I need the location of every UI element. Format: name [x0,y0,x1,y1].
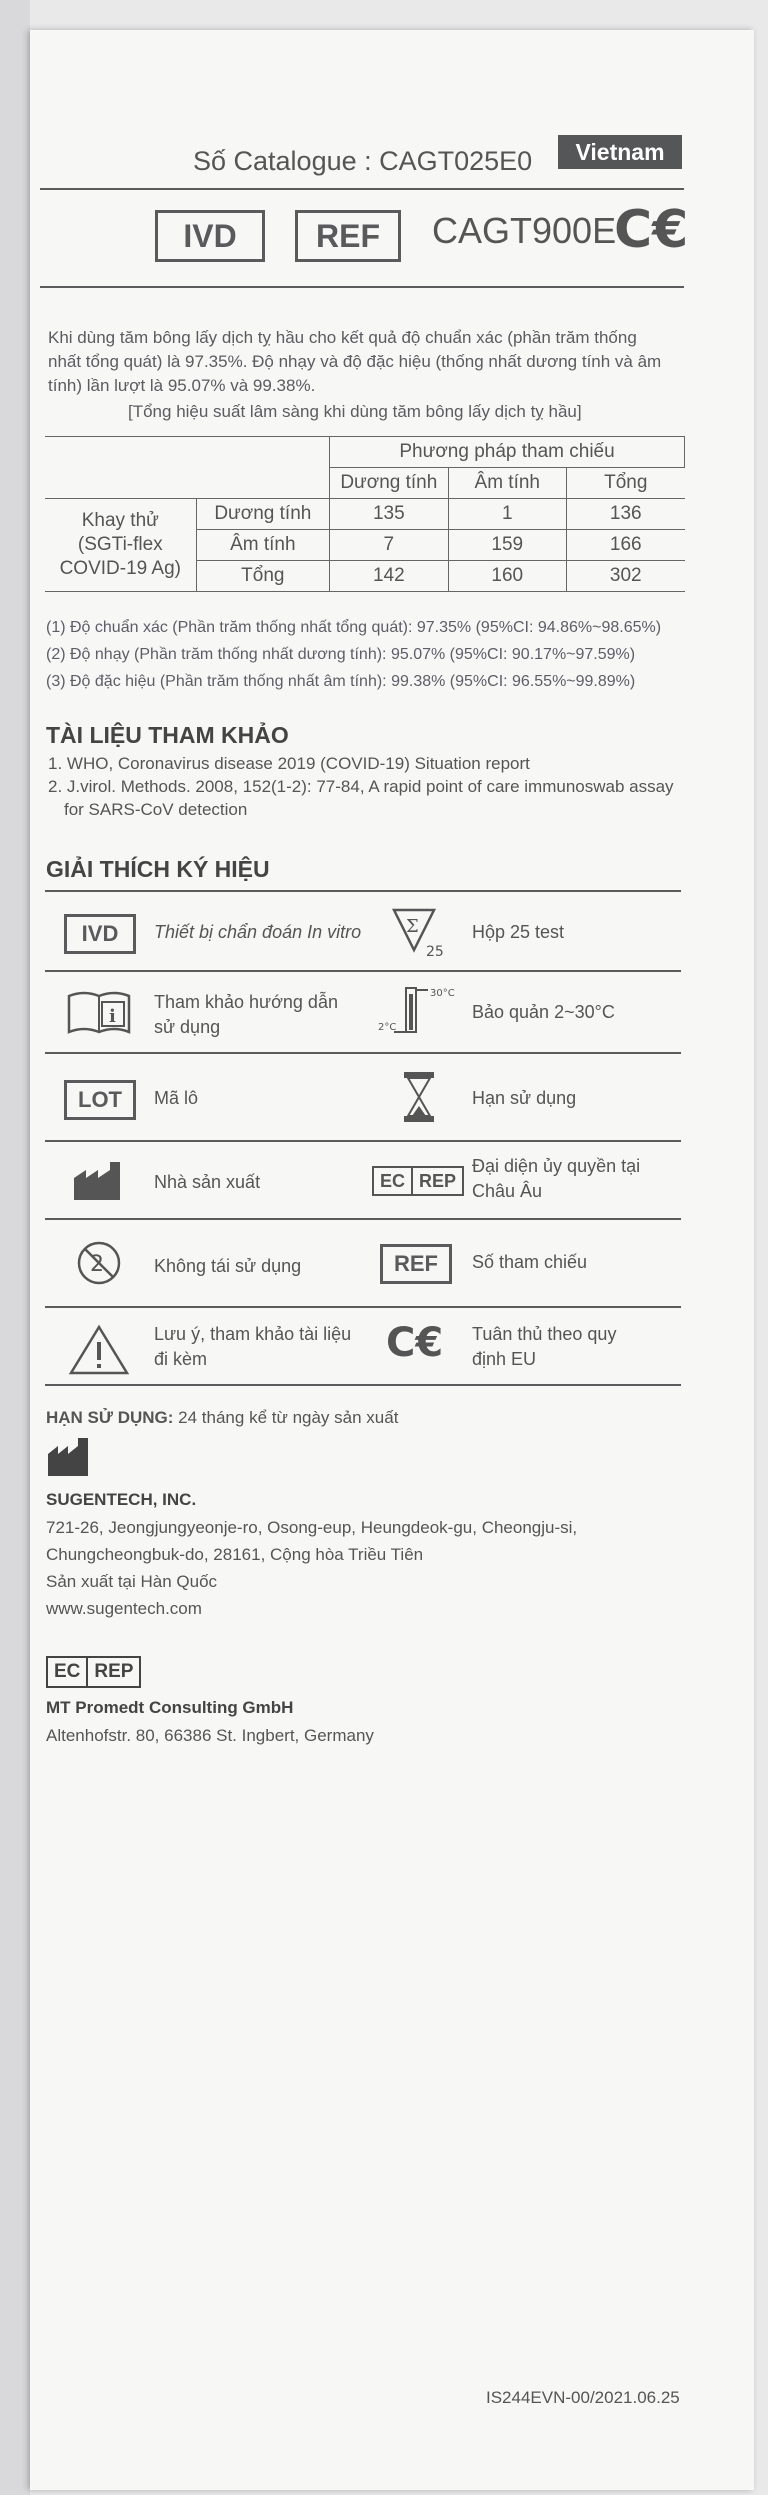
shelf-life-value: 24 tháng kể từ ngày sản xuất [178,1408,399,1427]
statistics-notes [46,614,696,695]
scanner-edge [0,0,30,2495]
table-corner [45,437,330,499]
ref-symbol-legend: REF [380,1244,452,1284]
row-group-line: Khay thử [81,510,159,531]
hourglass-expiry-icon [402,1070,436,1124]
references-heading: TÀI LIỆU THAM KHẢO [46,722,289,748]
ivd-symbol: IVD [155,210,265,262]
manufacturer-factory-icon [72,1160,128,1202]
address-line: Chungcheongbuk-do, 28161, Cộng hòa Triều Tiên [46,1545,424,1564]
box25-description: Hộp 25 test [472,922,565,942]
manufacturer-description: Nhà sản xuất [154,1172,261,1192]
note-line: (1) Độ chuẩn xác (Phần trăm thống nhất tổng quát): 97.35% (95%CI: 94.86%~98.65%) [46,619,662,636]
header-divider [40,188,684,190]
table-cell: 166 [567,530,685,561]
ifu-line: Tham khảo hướng dẫn [154,992,338,1012]
tests-count-label: 25 [426,944,444,958]
manufacturer-name: SUGENTECH, INC. [46,1490,197,1509]
col-header: Dương tính [330,468,448,499]
reference-item: 2. J.virol. Methods. 2008, 152(1-2): 77-84, A rapid point of care immunoswab assay [48,777,674,796]
tests-count-icon [390,906,446,958]
ce-line: định EU [472,1349,537,1369]
ref-description: Số tham chiếu [472,1252,588,1272]
caution-warning-icon [68,1324,130,1376]
intro-line: Khi dùng tăm bông lấy dịch tỵ hầu cho kết quả độ chuẩn xác (phần trăm thống [48,328,637,347]
table-cell: 159 [448,530,566,561]
ec-rep-symbol [46,1656,141,1688]
ce-mark-icon: C€ [614,200,689,260]
row-label: Âm tính [196,530,330,561]
row-group-label [45,499,196,592]
intro-line: nhất tổng quát) là 97.35%. Độ nhạy và độ đặc hiệu (thống nhất dương tính và âm [48,352,662,371]
ec-rep-name: MT Promedt Consulting GmbH [46,1698,294,1717]
legend-divider [45,1140,681,1142]
country-badge: Vietnam [558,135,682,169]
lot-description: Mã lô [154,1088,199,1108]
document-code: IS244EVN-00/2021.06.25 [486,2388,680,2407]
address-line: 721-26, Jeongjungyeonje-ro, Osong-eup, Heungdeok-gu, Cheongju-si, [46,1518,578,1537]
table-caption: [Tổng hiệu suất lâm sàng khi dùng tăm bông lấy dịch tỵ hầu] [128,402,582,421]
temperature-high-label: 30°C [430,988,455,999]
svg-text:i: i [109,1006,116,1027]
table-cell: 135 [330,499,448,530]
table-cell: 302 [567,561,685,592]
shelf-life [46,1404,398,1431]
instructions-book-icon [66,990,132,1036]
made-in: Sản xuất tại Hàn Quốc [46,1572,218,1591]
ec-rep-address: Altenhofstr. 80, 66386 St. Ingbert, Germany [46,1726,374,1745]
intro-line: tính) lần lượt là 95.07% và 99.38%. [48,376,316,395]
note-line: (3) Độ đặc hiệu (Phần trăm thống nhất âm tính): 99.38% (95%CI: 96.55%~99.89%) [46,673,636,690]
caution-line: Lưu ý, tham khảo tài liệu [154,1324,352,1344]
svg-text:Σ: Σ [406,916,419,937]
references-list [48,752,698,821]
shelf-life-label: HẠN SỬ DỤNG: [46,1408,174,1427]
table-cell: 7 [330,530,448,561]
expiry-description: Hạn sử dụng [472,1088,577,1108]
caution-description [154,1322,351,1372]
svg-text:2: 2 [90,1252,104,1277]
table-cell: 142 [330,561,448,592]
ce-description [472,1322,616,1372]
catalogue-number: Số Catalogue : CAGT025E0 [193,146,533,176]
row-group-line: (SGTi-flex [77,534,163,555]
lot-symbol: LOT [64,1080,136,1120]
ref-symbol: REF [295,210,401,262]
legend-divider [45,1052,681,1054]
table-cell: 136 [567,499,685,530]
ecrep-line: Đại diện ủy quyền tại [472,1156,641,1176]
ref-method-header: Phương pháp tham chiếu [330,437,685,468]
ecrep-line: Châu Âu [472,1181,543,1201]
col-header: Tổng [567,468,685,499]
caution-line: đi kèm [154,1349,208,1369]
ifu-line: sử dụng [154,1017,221,1037]
rep-label: REP [94,1661,134,1682]
table-cell: 160 [448,561,566,592]
ivd-symbol-legend: IVD [64,914,136,954]
ivd-description: Thiết bị chẩn đoán In vitro [154,922,362,942]
legend-divider [45,890,681,892]
intro-paragraph [48,326,688,398]
do-not-reuse-icon [76,1240,122,1286]
rep-label: REP [419,1171,457,1191]
table-cell: 1 [448,499,566,530]
manufacturer-factory-icon [46,1436,94,1478]
manufacturer-address [46,1514,696,1622]
col-header: Âm tính [448,468,566,499]
ec-label: EC [48,1658,88,1686]
temperature-low-label: 2°C [378,1022,397,1033]
ref-code: CAGT900E [432,210,617,251]
legend-divider [45,1306,681,1308]
no-reuse-description: Không tái sử dụng [154,1256,302,1276]
row-label: Dương tính [196,499,330,530]
symbol-divider [40,286,684,288]
note-line: (2) Độ nhạy (Phần trăm thống nhất dương tính): 95.07% (95%CI: 90.17%~97.59%) [46,646,636,663]
legend-heading: GIẢI THÍCH KÝ HIỆU [46,856,270,882]
row-group-line: COVID-19 Ag) [59,558,181,579]
temperature-limit-icon [376,984,456,1046]
storage-description: Bảo quản 2~30°C [472,1002,615,1022]
ifu-description [154,990,338,1040]
reference-item: 1. WHO, Coronavirus disease 2019 (COVID-19) Situation report [48,754,530,773]
ce-mark-legend-icon: C€ [386,1320,444,1366]
ec-rep-symbol [372,1166,464,1196]
website: www.sugentech.com [46,1599,202,1618]
ce-line: Tuân thủ theo quy [472,1324,617,1344]
legend-divider [45,1218,681,1220]
legend-divider [45,970,681,972]
ec-label: EC [374,1168,413,1194]
performance-table [45,436,685,592]
legend-divider [45,1384,681,1386]
reference-item: for SARS-CoV detection [64,800,248,819]
row-label: Tổng [196,561,330,592]
ecrep-description [472,1154,640,1204]
